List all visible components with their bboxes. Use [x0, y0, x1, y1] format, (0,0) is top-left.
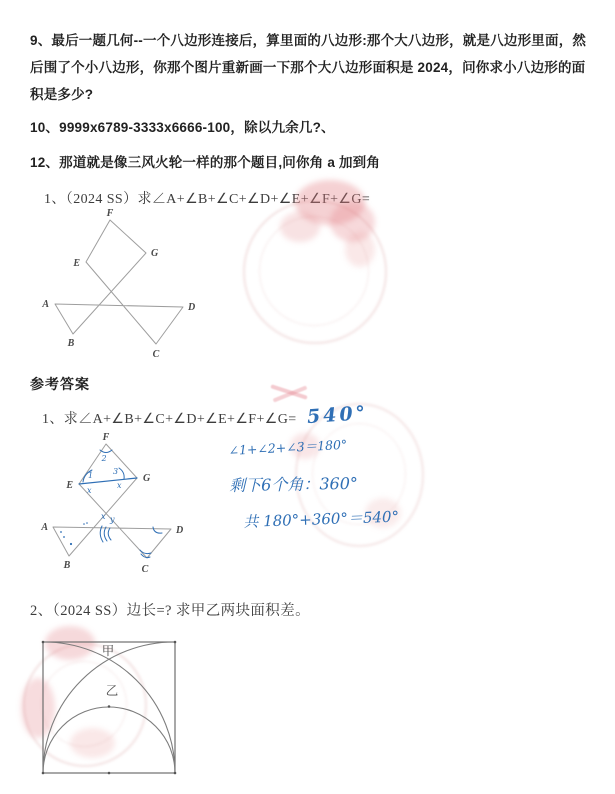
angle-dot-a	[63, 536, 65, 538]
angle-arc-crossing	[100, 526, 103, 542]
answer-1-text: 1、求∠A+∠B+∠C+∠D+∠E+∠F+∠G=	[42, 412, 297, 427]
vertex-label-b: B	[63, 560, 71, 571]
angle-number-1: 1	[88, 471, 94, 480]
center-dot	[108, 705, 111, 708]
stamp-blob	[330, 202, 375, 242]
vertex-label-g: G	[151, 248, 159, 259]
vertex-label-f: F	[102, 432, 110, 443]
vertex-label-a: A	[41, 522, 48, 533]
angle-number-2: 2	[101, 454, 107, 463]
question-1-text: 1、（2024 SS）求∠A+∠B+∠C+∠D+∠E+∠F+∠G=	[44, 192, 371, 207]
figure-angles-question	[35, 204, 265, 369]
answer-1-line	[42, 401, 369, 429]
angle-arc-d	[153, 527, 162, 533]
handwritten-note-2: 剩下6个角：360°	[229, 473, 359, 495]
stamp-mark	[270, 384, 307, 400]
vertex-label-g: G	[143, 473, 151, 484]
angle-dot-line	[86, 522, 88, 524]
angle-arc-crossing	[108, 528, 111, 540]
problem-10-text: 10、9999x6789-3333x6666-100，除以九余几?、	[30, 120, 335, 135]
star-polygon	[55, 220, 183, 344]
angle-arc-c	[140, 550, 151, 554]
angle-dot-line	[83, 523, 85, 525]
vertex-label-b: B	[67, 338, 75, 349]
angle-x-mark: x	[117, 481, 122, 490]
star-polygon	[53, 444, 171, 558]
angle-dot-b	[70, 543, 72, 545]
angle-number-3: 3	[113, 467, 119, 476]
stamp-mark	[273, 385, 308, 402]
corner-dot	[42, 641, 45, 644]
corner-dot	[42, 772, 45, 775]
vertex-label-c: C	[152, 349, 160, 360]
vertex-label-f: F	[106, 208, 114, 219]
vertex-label-e: E	[66, 480, 73, 491]
vertex-label-e: E	[73, 258, 80, 269]
handwritten-note-3: 共 180°+360°＝540°	[243, 507, 400, 531]
problem-12-text: 12、那道就是像三风火轮一样的那个题目,问你角 a 加到角	[30, 155, 381, 170]
bottom-midpoint-dot	[108, 772, 111, 775]
region-label-jia: 甲	[101, 644, 115, 658]
handwritten-note-1: ∠1+∠2+∠3＝180°	[228, 436, 348, 458]
vertex-label-a: A	[42, 299, 49, 310]
semicircle-bottom	[43, 707, 175, 773]
angle-y-mark: y	[110, 515, 115, 524]
question-2-text: 2、（2024 SS）边长=? 求甲乙两块面积差。	[30, 603, 310, 619]
region-label-yi: 乙	[105, 684, 119, 698]
answer-540-handwriting: 540°	[305, 401, 369, 429]
vertex-label-d: D	[176, 525, 184, 536]
vertex-label-c: C	[141, 564, 149, 575]
reference-answers-heading: 参考答案	[30, 376, 90, 392]
angle-arc-g	[119, 468, 124, 479]
angle-dot-a	[60, 531, 62, 533]
stamp-blob	[345, 232, 375, 267]
stamp-ring	[259, 216, 369, 326]
stamp-blob	[280, 212, 320, 242]
angle-x-mark: x	[101, 512, 106, 521]
vertex-label-d: D	[188, 302, 196, 313]
figure-angles-answer	[40, 432, 250, 582]
problem-9-text: 9、最后一题几何--一个八边形连接后，算里面的八边形:那个大八边形，就是八边形里面，然后围了个小八边形，你那个图片重新画一下那个大八边形面积是 2024，问你求小八边形的面积是多少?	[30, 33, 587, 102]
figure-square-arcs	[35, 633, 195, 788]
corner-dot	[174, 641, 177, 644]
corner-dot	[174, 772, 177, 775]
angle-x-mark: x	[87, 486, 92, 495]
angle-arc-crossing	[104, 527, 107, 541]
